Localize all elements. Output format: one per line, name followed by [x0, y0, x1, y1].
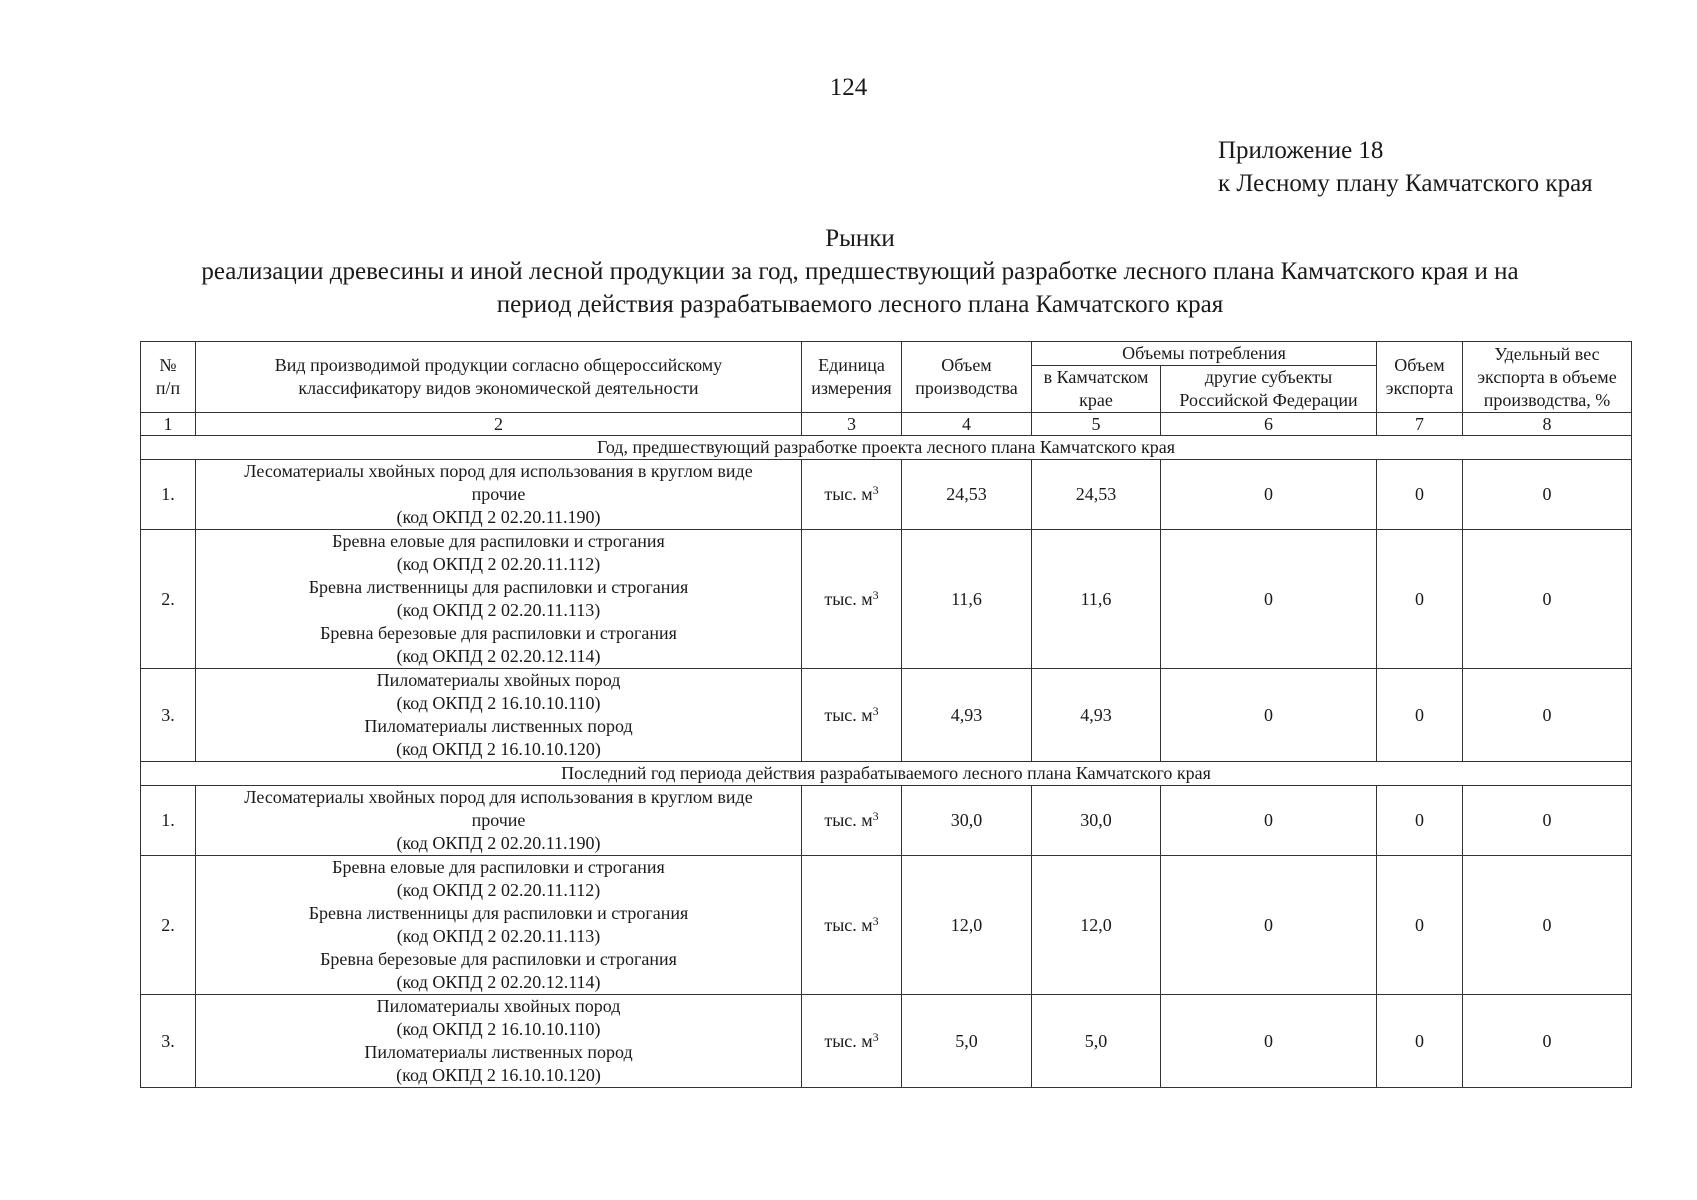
header-production: Объем производства	[902, 342, 1032, 413]
title-line-2: реализации древесины и иной лесной продукции за год, предшествующий разработке лесного плана Камчатского края и на	[201, 258, 1519, 285]
row-number: 3.	[141, 669, 196, 762]
header-other-regions: другие субъекты Российской Федерации	[1161, 366, 1377, 413]
export-share-value: 0	[1463, 460, 1632, 530]
header-product: Вид производимой продукции согласно общероссийскому классификатору видов экономической деятельности	[196, 342, 802, 413]
section-title: Год, предшествующий разработке проекта лесного плана Камчатского края	[141, 436, 1632, 460]
product-line: Бревна еловые для распиловки и строгания	[332, 857, 665, 877]
product-line: Лесоматериалы хвойных пород для использования в круглом виде	[244, 787, 753, 807]
appendix-line-2: к Лесному плану Камчатского края	[1218, 170, 1593, 197]
product-line: Бревна березовые для распиловки и строгания	[320, 949, 677, 969]
product-line: (код ОКПД 2 02.20.12.114)	[396, 646, 601, 666]
unit-label: тыс. м	[824, 1030, 873, 1051]
unit-cell	[802, 530, 902, 669]
unit-label: тыс. м	[824, 914, 873, 935]
table-row	[141, 460, 1632, 530]
column-number: 8	[1463, 413, 1632, 436]
product-line: Пиломатериалы хвойных пород	[376, 996, 621, 1016]
header-unit: Единица измерения	[802, 342, 902, 413]
product-line: (код ОКПД 2 02.20.11.112)	[396, 554, 601, 574]
row-number: 1.	[141, 460, 196, 530]
kamchatka-value: 24,53	[1032, 460, 1161, 530]
export-share-value: 0	[1463, 669, 1632, 762]
unit-cell	[802, 460, 902, 530]
markets-table	[140, 341, 1632, 1088]
production-value: 24,53	[902, 460, 1032, 530]
product-line: (код ОКПД 2 02.20.11.112)	[396, 880, 601, 900]
export-value: 0	[1377, 530, 1463, 669]
export-value: 0	[1377, 786, 1463, 856]
other-regions-value: 0	[1161, 460, 1377, 530]
production-value: 5,0	[902, 995, 1032, 1088]
other-regions-value: 0	[1161, 995, 1377, 1088]
unit-superscript: 3	[872, 1029, 879, 1044]
header-row-1	[141, 342, 1632, 366]
export-value: 0	[1377, 995, 1463, 1088]
appendix-heading	[1218, 134, 1593, 200]
product-line: (код ОКПД 2 16.10.10.110)	[396, 1019, 601, 1039]
product-line: прочие	[471, 810, 526, 830]
appendix-line-1: Приложение 18	[1218, 137, 1384, 164]
column-number: 6	[1161, 413, 1377, 436]
product-line: Бревна березовые для распиловки и строгания	[320, 623, 677, 643]
document-title	[100, 222, 1620, 321]
product-description	[196, 530, 802, 669]
production-value: 30,0	[902, 786, 1032, 856]
table-row	[141, 786, 1632, 856]
product-description	[196, 460, 802, 530]
product-line: (код ОКПД 2 02.20.11.113)	[396, 926, 601, 946]
production-value: 4,93	[902, 669, 1032, 762]
section-row	[141, 436, 1632, 460]
other-regions-value: 0	[1161, 530, 1377, 669]
kamchatka-value: 4,93	[1032, 669, 1161, 762]
header-consumption: Объемы потребления	[1032, 342, 1377, 366]
export-value: 0	[1377, 856, 1463, 995]
column-number: 5	[1032, 413, 1161, 436]
product-line: (код ОКПД 2 02.20.11.190)	[396, 833, 601, 853]
column-number: 7	[1377, 413, 1463, 436]
unit-label: тыс. м	[824, 484, 873, 504]
row-number: 2.	[141, 856, 196, 995]
unit-label: тыс. м	[824, 810, 873, 830]
export-share-value: 0	[1463, 530, 1632, 669]
product-line: Пиломатериалы лиственных пород	[364, 1042, 633, 1062]
kamchatka-value: 5,0	[1032, 995, 1161, 1088]
table-row	[141, 995, 1632, 1088]
product-line: Бревна еловые для распиловки и строгания	[332, 531, 665, 551]
unit-cell	[802, 669, 902, 762]
unit-cell	[802, 856, 902, 995]
product-line: Пиломатериалы лиственных пород	[364, 716, 633, 736]
product-line: Бревна лиственницы для распиловки и строгания	[308, 577, 689, 597]
product-line: прочие	[471, 484, 526, 504]
unit-superscript: 3	[872, 483, 879, 497]
production-value: 12,0	[902, 856, 1032, 995]
row-number: 2.	[141, 530, 196, 669]
product-description	[196, 669, 802, 762]
column-number: 2	[196, 413, 802, 436]
product-line: Лесоматериалы хвойных пород для использования в круглом виде	[244, 461, 753, 481]
header-kamchatka: в Камчатском крае	[1032, 366, 1161, 413]
unit-superscript: 3	[872, 703, 879, 718]
unit-cell	[802, 786, 902, 856]
product-line: (код ОКПД 2 02.20.11.190)	[396, 507, 601, 527]
unit-superscript: 3	[872, 913, 879, 928]
product-line: (код ОКПД 2 16.10.10.120)	[396, 1065, 601, 1085]
table-row	[141, 530, 1632, 669]
table-body	[141, 436, 1632, 1088]
product-line: Бревна лиственницы для распиловки и строгания	[308, 903, 689, 923]
table-row	[141, 856, 1632, 995]
row-number: 3.	[141, 995, 196, 1088]
table-row	[141, 669, 1632, 762]
product-line: (код ОКПД 2 02.20.12.114)	[396, 972, 601, 992]
export-share-value: 0	[1463, 995, 1632, 1088]
production-value: 11,6	[902, 530, 1032, 669]
unit-superscript: 3	[872, 587, 879, 602]
kamchatka-value: 30,0	[1032, 786, 1161, 856]
column-numbers-row	[141, 413, 1632, 436]
product-description	[196, 786, 802, 856]
page-number: 124	[829, 74, 868, 101]
column-number: 3	[802, 413, 902, 436]
header-num: № п/п	[141, 342, 196, 413]
other-regions-value: 0	[1161, 856, 1377, 995]
export-value: 0	[1377, 669, 1463, 762]
header-export-share: Удельный вес экспорта в объеме производства, %	[1463, 342, 1632, 413]
title-line-1: Рынки	[825, 225, 895, 252]
title-line-3: период действия разрабатываемого лесного плана Камчатского края	[496, 291, 1224, 318]
kamchatka-value: 11,6	[1032, 530, 1161, 669]
export-share-value: 0	[1463, 856, 1632, 995]
export-share-value: 0	[1463, 786, 1632, 856]
product-description	[196, 856, 802, 995]
header-export: Объем экспорта	[1377, 342, 1463, 413]
section-row	[141, 762, 1632, 786]
product-line: (код ОКПД 2 16.10.10.120)	[396, 739, 601, 759]
product-description	[196, 995, 802, 1088]
unit-label: тыс. м	[824, 588, 873, 609]
unit-cell	[802, 995, 902, 1088]
column-number: 4	[902, 413, 1032, 436]
export-value: 0	[1377, 460, 1463, 530]
section-title: Последний год периода действия разрабатываемого лесного плана Камчатского края	[141, 762, 1632, 786]
row-number: 1.	[141, 786, 196, 856]
other-regions-value: 0	[1161, 786, 1377, 856]
column-number: 1	[141, 413, 196, 436]
product-line: (код ОКПД 2 02.20.11.113)	[396, 600, 601, 620]
unit-label: тыс. м	[824, 704, 873, 725]
unit-superscript: 3	[872, 809, 879, 823]
product-line: Пиломатериалы хвойных пород	[376, 670, 621, 690]
other-regions-value: 0	[1161, 669, 1377, 762]
kamchatka-value: 12,0	[1032, 856, 1161, 995]
product-line: (код ОКПД 2 16.10.10.110)	[396, 693, 601, 713]
